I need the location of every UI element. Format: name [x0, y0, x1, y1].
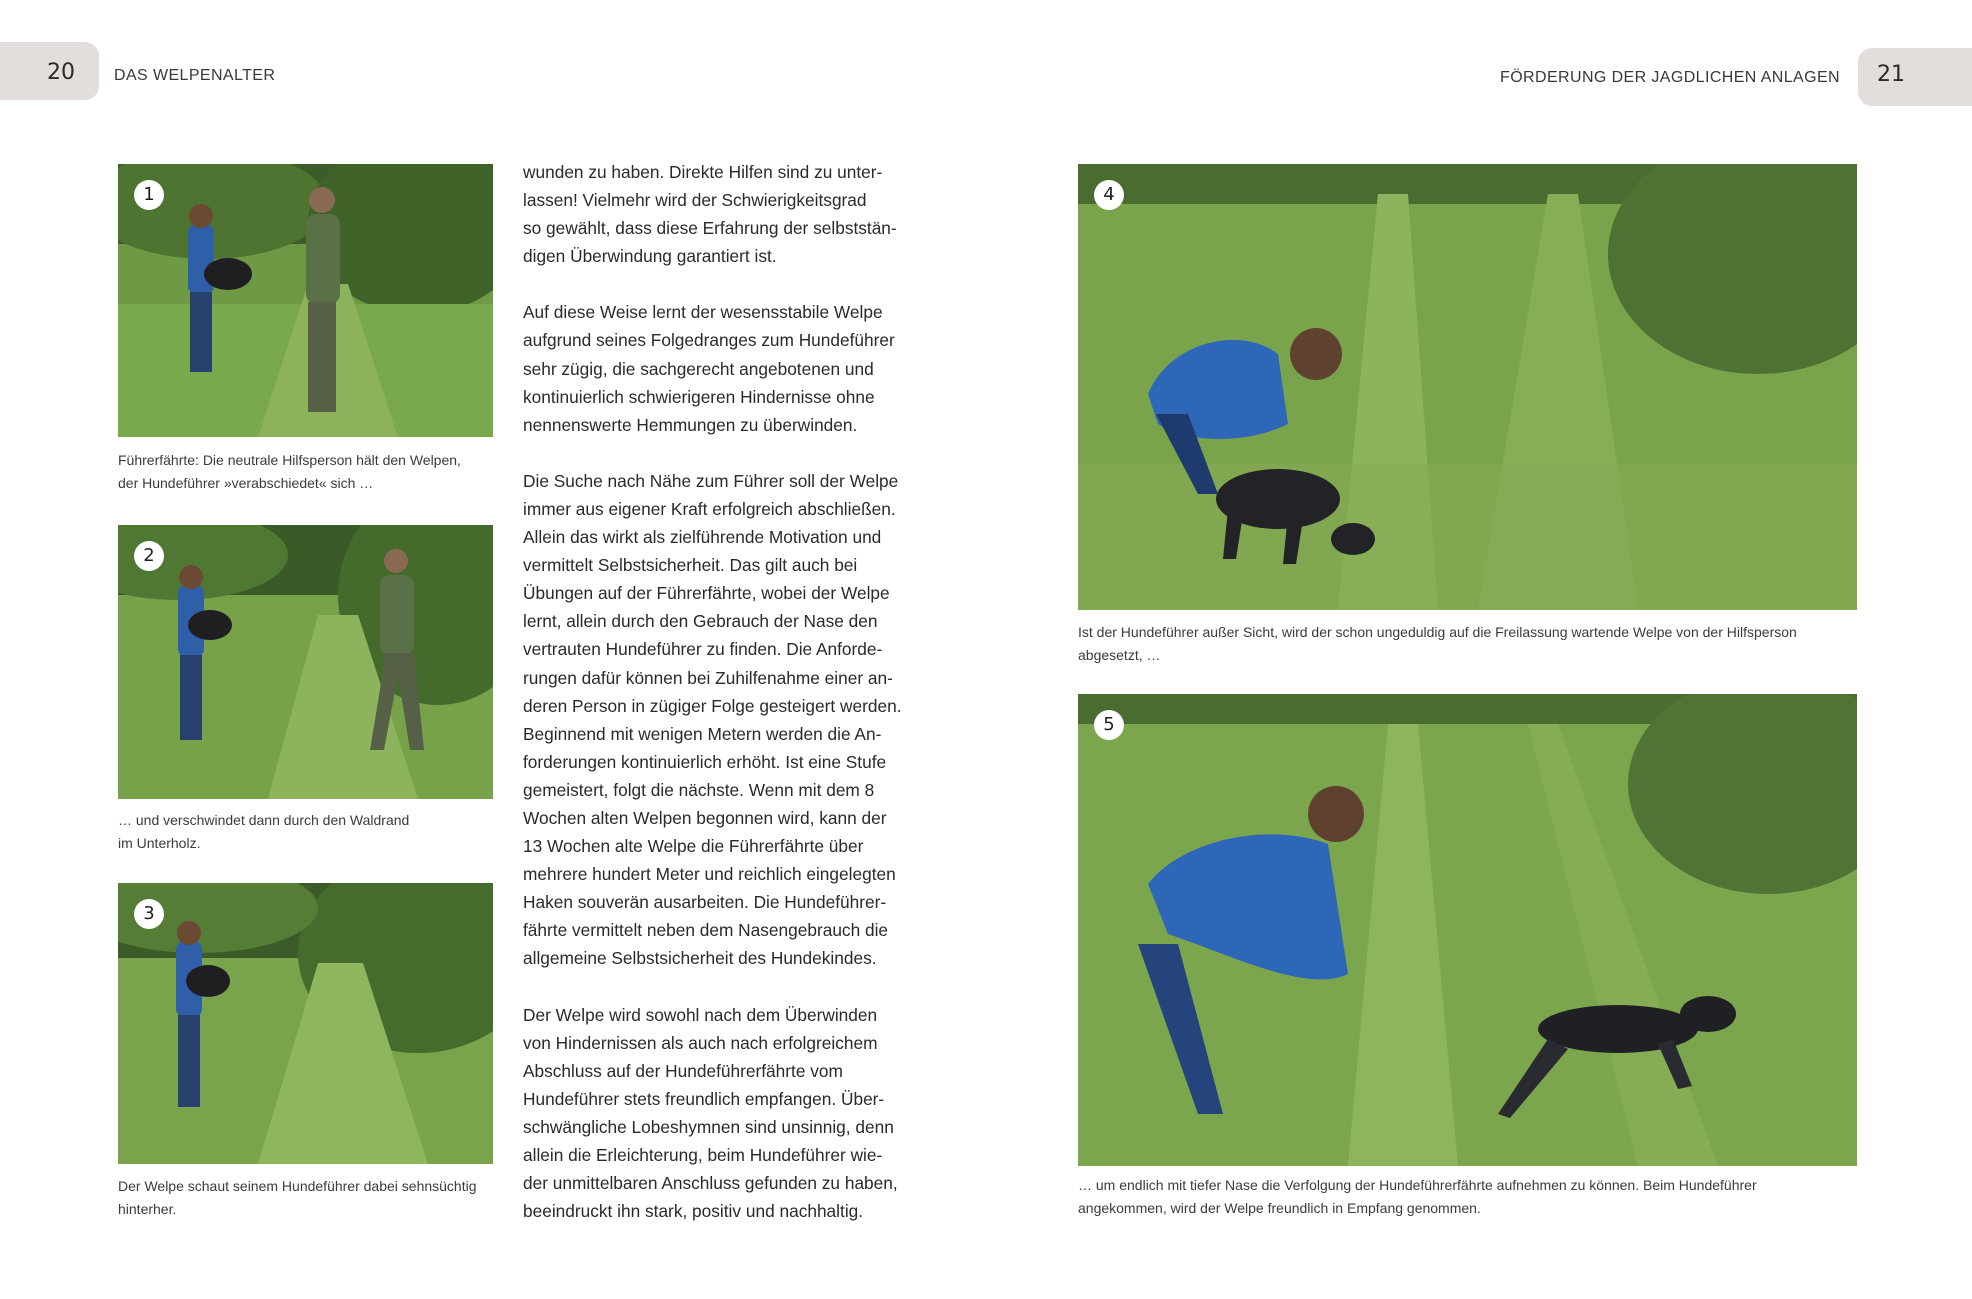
- text-line: Wochen alten Welpen begonnen wird, kann der: [523, 807, 887, 828]
- text-line: Abschluss auf der Hundeführerfährte vom: [523, 1060, 843, 1081]
- caption-photo-5: [1078, 1174, 1858, 1220]
- photo-3: [118, 883, 493, 1164]
- caption-line: Der Welpe schaut seinem Hundeführer dabei sehnsüchtig: [118, 1178, 477, 1194]
- text-line: wunden zu haben. Direkte Hilfen sind zu unter-: [523, 162, 883, 182]
- body-text-column: [523, 158, 903, 1253]
- text-line: deren Person in zügiger Folge gesteigert werden.: [523, 695, 902, 716]
- photo-number-badge: 2: [134, 541, 164, 571]
- text-line: der unmittelbaren Anschluss gefunden zu haben,: [523, 1173, 898, 1194]
- caption-photo-3: [118, 1175, 498, 1221]
- text-line: Hundeführer stets freundlich empfangen. Über-: [523, 1088, 885, 1109]
- text-line: lernt, allein durch den Gebrauch der Nase den: [523, 611, 878, 632]
- photo-5: [1078, 694, 1857, 1166]
- text-line: beeindruckt ihn stark, positiv und nachhaltig.: [523, 1201, 864, 1222]
- text-line: Allein das wirkt als zielführende Motivation und: [523, 527, 882, 548]
- text-line: Auf diese Weise lernt der wesensstabile Welpe: [523, 302, 883, 323]
- photo-1: [118, 164, 493, 437]
- caption-line: … und verschwindet dann durch den Waldrand: [118, 812, 410, 828]
- caption-line: abgesetzt, …: [1078, 647, 1161, 663]
- paragraph: [523, 467, 903, 973]
- text-line: vertrauten Hundeführer zu finden. Die Anforde-: [523, 639, 883, 660]
- caption-photo-4: [1078, 621, 1858, 667]
- text-line: Haken souverän ausarbeiten. Die Hundeführer-: [523, 892, 887, 913]
- text-line: sehr zügig, die sachgerecht angebotenen und: [523, 358, 874, 379]
- text-line: digen Überwindung garantiert ist.: [523, 246, 777, 267]
- text-line: forderungen kontinuierlich erhöht. Ist eine Stufe: [523, 751, 887, 772]
- text-line: von Hindernissen als auch nach erfolgreichem: [523, 1032, 878, 1053]
- right-page-tab: [1858, 48, 1972, 106]
- text-line: allgemeine Selbstsicherheit des Hundekindes.: [523, 948, 877, 969]
- photo-number-badge: 4: [1094, 180, 1124, 210]
- left-running-head: DAS WELPENALTER: [114, 67, 276, 84]
- photo-number-badge: 3: [134, 899, 164, 929]
- paragraph: [523, 298, 903, 438]
- text-line: Übungen auf der Führerfährte, wobei der Welpe: [523, 583, 890, 604]
- caption-line: der Hundeführer »verabschiedet« sich …: [118, 475, 374, 491]
- text-line: allein die Erleichterung, beim Hundeführer wie-: [523, 1145, 883, 1165]
- caption-line: im Unterholz.: [118, 835, 201, 851]
- photo-number-badge: 5: [1094, 710, 1124, 740]
- text-line: kontinuierlich schwierigeren Hindernisse ohne: [523, 386, 875, 407]
- text-line: so gewählt, dass diese Erfahrung der selbststän-: [523, 218, 897, 239]
- text-line: Die Suche nach Nähe zum Führer soll der Welpe: [523, 470, 899, 491]
- photo-4: [1078, 164, 1857, 610]
- text-line: 13 Wochen alte Welpe die Führerfährte über: [523, 836, 864, 857]
- paragraph: [523, 158, 903, 270]
- text-line: Beginnend mit wenigen Metern werden die An-: [523, 723, 882, 744]
- text-line: lassen! Vielmehr wird der Schwierigkeitsgrad: [523, 190, 867, 211]
- paragraph: [523, 1001, 903, 1226]
- caption-line: Ist der Hundeführer außer Sicht, wird der schon ungeduldig auf die Freilassung wartende Welpe von der Hilfsperson: [1078, 624, 1797, 640]
- photo-number-badge: 1: [134, 180, 164, 210]
- caption-line: hinterher.: [118, 1201, 177, 1217]
- text-line: nennenswerte Hemmungen zu überwinden.: [523, 414, 858, 435]
- text-line: fährte vermittelt neben dem Nasengebrauch die: [523, 920, 889, 941]
- text-line: mehrere hundert Meter und reichlich eingelegten: [523, 864, 896, 885]
- text-line: schwängliche Lobeshymnen sind unsinnig, denn: [523, 1116, 894, 1137]
- caption-photo-1: [118, 449, 498, 495]
- right-page-number: 21: [1877, 62, 1905, 87]
- caption-line: angekommen, wird der Welpe freundlich in Empfang genommen.: [1078, 1200, 1481, 1216]
- left-page-number: 20: [47, 60, 75, 85]
- caption-line: Führerfährte: Die neutrale Hilfsperson hält den Welpen,: [118, 452, 461, 468]
- text-line: rungen dafür können bei Zuhilfenahme einer an-: [523, 667, 893, 688]
- caption-line: … um endlich mit tiefer Nase die Verfolgung der Hundeführerfährte aufnehmen zu können. Beim Hundeführer: [1078, 1177, 1757, 1193]
- text-line: vermittelt Selbstsicherheit. Das gilt auch bei: [523, 555, 858, 576]
- text-line: aufgrund seines Folgedranges zum Hundeführer: [523, 330, 895, 351]
- text-line: gemeistert, folgt die nächste. Wenn mit dem 8: [523, 779, 875, 800]
- text-line: Der Welpe wird sowohl nach dem Überwinden: [523, 1004, 878, 1025]
- text-line: immer aus eigener Kraft erfolgreich abschließen.: [523, 498, 896, 519]
- right-running-head: FÖRDERUNG DER JAGDLICHEN ANLAGEN: [1500, 69, 1840, 86]
- caption-photo-2: [118, 809, 498, 855]
- photo-2: [118, 525, 493, 799]
